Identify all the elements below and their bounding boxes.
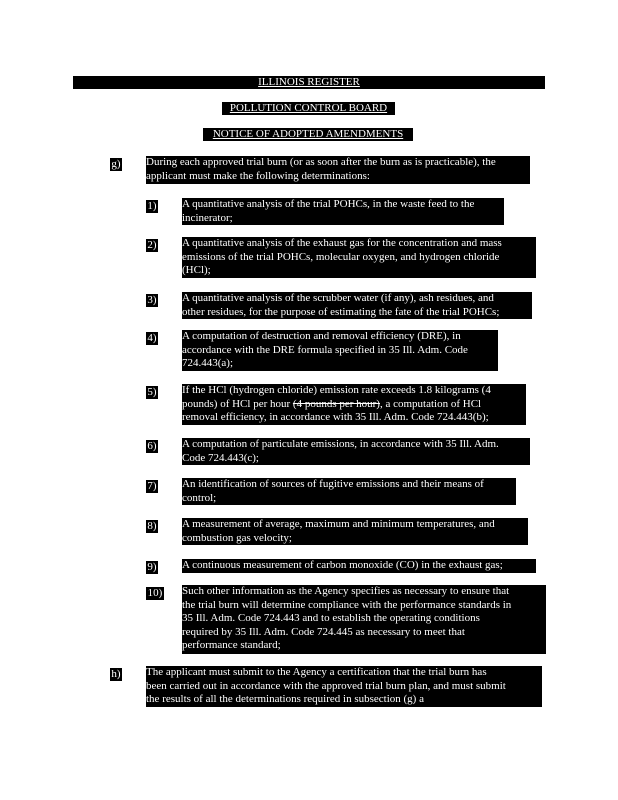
item-text-3: A quantitative analysis of the scrubber water (if any), ash residues, and other residues, for the purpose of estimating the fate of the trial POHCs; [182,292,532,319]
item-text-7: An identification of sources of fugitive emissions and their means of control; [182,478,516,505]
item-label-5: 5) [147,386,157,398]
item-text-5-b: , a computation of HCl removal efficiency, in accordance with 35 Ill. Adm. Code 724.443(b); [182,397,489,424]
item-label-10: 10) [147,587,163,599]
item-text-10: Such other information as the Agency specifies as necessary to ensure that the trial burn will determine compliance with the performance standards in 35 Ill. Adm. Code 724.443 and to establish the operating conditions required by 35 Ill. Adm. Code 724.445 as necessary to meet that performance standard; [182,585,546,654]
item-text-8: A measurement of average, maximum and minimum temperatures, and combustion gas velocity; [182,518,528,545]
item-text-1: A quantitative analysis of the trial POHCs, in the waste feed to the incinerator; [182,198,504,225]
item-text-5 [182,384,526,425]
item-label-2: 2) [147,239,157,251]
section-text-g: During each approved trial burn (or as soon after the burn as is practicable), the applicant must make the following determinations: [146,156,530,184]
item-text-4: A computation of destruction and removal efficiency (DRE), in accordance with the DRE formula specified in 35 Ill. Adm. Code 724.443(a); [182,330,498,371]
item-label-1: 1) [147,200,157,212]
notice-title: NOTICE OF ADOPTED AMENDMENTS [203,128,413,141]
item-label-8: 8) [147,520,157,532]
section-label-g: g) [111,158,121,170]
item-text-6: A computation of particulate emissions, in accordance with 35 Ill. Adm. Code 724.443(c); [182,438,530,465]
section-text-h: The applicant must submit to the Agency a certification that the trial burn has been carried out in accordance with the approved trial burn plan, and must submit the results of all the determinations required in subsection (g) a [146,666,542,707]
board-title: POLLUTION CONTROL BOARD [222,102,395,115]
item-text-9: A continuous measurement of carbon monoxide (CO) in the exhaust gas; [182,559,536,573]
item-text-5-struck: (4 pounds per hour) [292,397,380,410]
item-label-7: 7) [147,480,157,492]
item-text-5-a: If the HCl (hydrogen chloride) emission rate exceeds 1.8 kilograms (4 pounds) of HCl per hour [182,384,491,410]
item-label-6: 6) [147,440,157,452]
item-label-9: 9) [147,561,157,573]
section-label-h: h) [111,668,121,680]
item-label-3: 3) [147,294,157,306]
item-text-2: A quantitative analysis of the exhaust gas for the concentration and mass emissions of the trial POHCs, molecular oxygen, and hydrogen chloride (HCl); [182,237,536,278]
register-title: ILLINOIS REGISTER [73,76,545,89]
item-label-4: 4) [147,332,157,344]
